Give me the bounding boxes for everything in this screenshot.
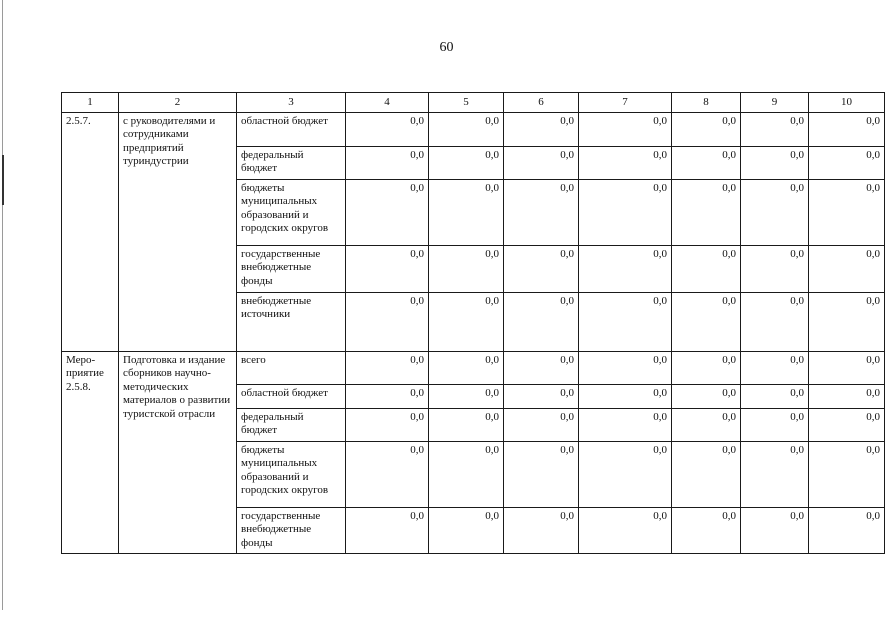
item-name: с руководителями и сотрудниками предприятий туриндустрии <box>119 112 237 351</box>
value-cell: 0,0 <box>672 507 741 553</box>
value-cell: 0,0 <box>579 179 672 245</box>
value-cell: 0,0 <box>346 408 429 441</box>
value-cell: 0,0 <box>504 292 579 351</box>
column-header: 5 <box>429 93 504 113</box>
value-cell: 0,0 <box>346 245 429 292</box>
value-cell: 0,0 <box>809 351 885 384</box>
value-cell: 0,0 <box>741 351 809 384</box>
value-cell: 0,0 <box>741 146 809 179</box>
value-cell: 0,0 <box>672 384 741 408</box>
value-cell: 0,0 <box>346 384 429 408</box>
value-cell: 0,0 <box>504 507 579 553</box>
value-cell: 0,0 <box>504 408 579 441</box>
value-cell: 0,0 <box>672 179 741 245</box>
funding-source: областной бюджет <box>237 384 346 408</box>
value-cell: 0,0 <box>579 408 672 441</box>
value-cell: 0,0 <box>741 384 809 408</box>
value-cell: 0,0 <box>429 179 504 245</box>
value-cell: 0,0 <box>809 112 885 146</box>
value-cell: 0,0 <box>579 245 672 292</box>
column-header: 4 <box>346 93 429 113</box>
value-cell: 0,0 <box>741 408 809 441</box>
value-cell: 0,0 <box>429 507 504 553</box>
value-cell: 0,0 <box>346 112 429 146</box>
funding-source: всего <box>237 351 346 384</box>
funding-source: бюджеты муниципальных образований и городских округов <box>237 179 346 245</box>
table-header-row <box>62 93 885 113</box>
value-cell: 0,0 <box>741 245 809 292</box>
page-number: 60 <box>439 40 454 55</box>
value-cell: 0,0 <box>741 507 809 553</box>
table-row <box>62 112 885 146</box>
value-cell: 0,0 <box>579 507 672 553</box>
item-name: Подготовка и издание сборников научно-методических материалов о развитии туристской отрасли <box>119 351 237 553</box>
value-cell: 0,0 <box>672 245 741 292</box>
value-cell: 0,0 <box>346 441 429 507</box>
value-cell: 0,0 <box>346 292 429 351</box>
value-cell: 0,0 <box>429 146 504 179</box>
value-cell: 0,0 <box>346 507 429 553</box>
column-header: 8 <box>672 93 741 113</box>
column-header: 3 <box>237 93 346 113</box>
column-header: 2 <box>119 93 237 113</box>
funding-source: областной бюджет <box>237 112 346 146</box>
value-cell: 0,0 <box>809 245 885 292</box>
value-cell: 0,0 <box>579 146 672 179</box>
value-cell: 0,0 <box>809 408 885 441</box>
value-cell: 0,0 <box>672 408 741 441</box>
funding-source: внебюджетные источники <box>237 292 346 351</box>
value-cell: 0,0 <box>809 441 885 507</box>
value-cell: 0,0 <box>741 112 809 146</box>
table-row <box>62 351 885 384</box>
value-cell: 0,0 <box>429 245 504 292</box>
value-cell: 0,0 <box>504 179 579 245</box>
value-cell: 0,0 <box>741 441 809 507</box>
value-cell: 0,0 <box>429 351 504 384</box>
value-cell: 0,0 <box>579 384 672 408</box>
value-cell: 0,0 <box>504 112 579 146</box>
column-header: 1 <box>62 93 119 113</box>
column-header: 7 <box>579 93 672 113</box>
value-cell: 0,0 <box>504 351 579 384</box>
value-cell: 0,0 <box>809 179 885 245</box>
value-cell: 0,0 <box>809 507 885 553</box>
value-cell: 0,0 <box>741 179 809 245</box>
scan-mark <box>2 155 4 205</box>
value-cell: 0,0 <box>672 292 741 351</box>
column-header: 9 <box>741 93 809 113</box>
value-cell: 0,0 <box>809 384 885 408</box>
funding-source: бюджеты муниципальных образований и городских округов <box>237 441 346 507</box>
column-header: 10 <box>809 93 885 113</box>
funding-source: государственные внебюджетные фонды <box>237 245 346 292</box>
funding-source: федеральный бюджет <box>237 146 346 179</box>
value-cell: 0,0 <box>429 112 504 146</box>
value-cell: 0,0 <box>809 146 885 179</box>
value-cell: 0,0 <box>579 292 672 351</box>
value-cell: 0,0 <box>579 351 672 384</box>
value-cell: 0,0 <box>429 441 504 507</box>
page-left-edge <box>2 0 3 610</box>
value-cell: 0,0 <box>346 351 429 384</box>
value-cell: 0,0 <box>672 146 741 179</box>
funding-source: федеральный бюджет <box>237 408 346 441</box>
value-cell: 0,0 <box>346 179 429 245</box>
value-cell: 0,0 <box>504 384 579 408</box>
funding-source: государственные внебюджетные фонды <box>237 507 346 553</box>
value-cell: 0,0 <box>504 245 579 292</box>
value-cell: 0,0 <box>579 441 672 507</box>
value-cell: 0,0 <box>504 441 579 507</box>
item-code: Меро-приятие 2.5.8. <box>62 351 119 553</box>
value-cell: 0,0 <box>579 112 672 146</box>
value-cell: 0,0 <box>672 112 741 146</box>
value-cell: 0,0 <box>672 441 741 507</box>
value-cell: 0,0 <box>429 384 504 408</box>
column-header: 6 <box>504 93 579 113</box>
value-cell: 0,0 <box>741 292 809 351</box>
item-code: 2.5.7. <box>62 112 119 351</box>
value-cell: 0,0 <box>429 292 504 351</box>
value-cell: 0,0 <box>429 408 504 441</box>
value-cell: 0,0 <box>346 146 429 179</box>
value-cell: 0,0 <box>504 146 579 179</box>
budget-table <box>61 92 885 554</box>
value-cell: 0,0 <box>672 351 741 384</box>
value-cell: 0,0 <box>809 292 885 351</box>
